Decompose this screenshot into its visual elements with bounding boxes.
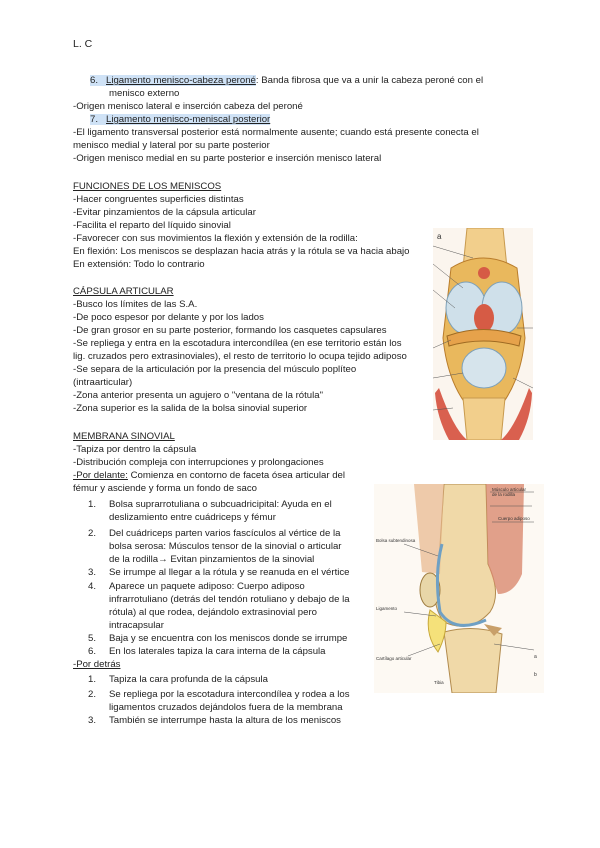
section-heading-membrana: MEMBRANA SINOVIAL [73,431,175,442]
text-line: -Zona superior es la salida de la bolsa sinovial superior [73,403,308,414]
list-item-cont: bolsa serosa: Músculos tensor de la sinovial o articular [109,541,342,552]
list-item-cont: ligamentos cruzados dejándolos fuera de la membrana [109,702,343,713]
fig-label: Cartílago articular [376,656,412,661]
list-item-cont: infrarrotuliano (detrás del tendón rotuliano y debajo de la [109,594,350,605]
text-line: -El ligamento transversal posterior está normalmente ausente; cuando está presente conecta el [73,127,479,138]
list-item-cont: de la rodilla→ Evitan pinzamientos de la sinovial [109,554,315,565]
text-line: -Zona anterior presenta un agujero o "ventana de la rótula" [73,390,324,401]
text-line: -Se repliega y entra en la escotadura intercondílea (en ese territorio están los [73,338,402,349]
por-detras: -Por detrás [73,659,121,670]
section-heading-capsula: CÁPSULA ARTICULAR [73,286,174,297]
text-line: (intraarticular) [73,377,133,388]
list-item: 5. Baja y se encuentra con los meniscos donde se irrumpe [88,633,348,644]
text-line: lig. cruzados pero extrasinoviales), el resto de territorio lo ocupa tejido adiposo [73,351,407,362]
list-item-cont: intracapsular [109,620,164,631]
list-item: 1. Tapiza la cara profunda de la cápsula [88,674,268,685]
text-line: -De gran grosor en su parte posterior, formando los casquetes capsulares [73,325,387,336]
fig-label: Tibia [434,680,444,685]
fig-label: b [534,672,537,678]
text-line: -Hacer congruentes superficies distintas [73,194,244,205]
text-line: -De poco espesor por delante y por los lados [73,312,264,323]
knee-capsule-figure [433,228,533,440]
list-item: 1. Bolsa suprarrotuliana o subcuadricipital: Ayuda en el [88,499,332,510]
list-item-cont: deslizamiento entre cuádriceps y fémur [109,512,276,523]
section-heading-funciones: FUNCIONES DE LOS MENISCOS [73,181,222,192]
fig-label: de la rodilla [492,492,516,497]
fig-label: Cuerpo adiposo [498,516,530,521]
knee-sagittal-figure [374,484,544,693]
text-line: -Facilita el reparto del líquido sinovial [73,220,231,231]
list-item: 6. En los laterales tapiza la cara interna de la cápsula [88,646,326,657]
text-line: -Evitar pinzamientos de la cápsula articular [73,207,256,218]
item-6-cont: menisco externo [109,88,180,99]
text-line: -Distribución compleja con interrupciones y prolongaciones [73,457,324,468]
list-item: 3. También se interrumpe hasta la altura de los meniscos [88,715,341,726]
por-delante: -Por delante: Comienza en contorno de faceta ósea articular del [73,470,345,481]
list-item: 3. Se irrumpe al llegar a la rótula y se reanuda en el vértice [88,567,350,578]
text-line: En extensión: Todo lo contrario [73,259,205,270]
text-line: -Tapiza por dentro la cápsula [73,444,197,455]
list-item-cont: rótula) al que rodea, dejándolo extrasinovial pero [109,607,317,618]
text-line: fémur y asciende y forma un fondo de saco [73,483,257,494]
fig-label: Músculo articular [492,487,527,492]
text-line: -Busco los límites de las S.A. [73,299,198,310]
list-item: 4. Aparece un paquete adiposo: Cuerpo adiposo [88,581,305,592]
fig-label: Ligamento [376,606,398,611]
header-initials: L. C [73,38,93,50]
item-6: 6. Ligamento menisco-cabeza peroné: Banda fibrosa que va a unir la cabeza peroné con el [90,75,484,86]
item-7: 7. Ligamento menisco-meniscal posterior [90,114,271,125]
fig-label: Bolsa subtendinosa [376,538,416,543]
list-item: 2. Del cuádriceps parten varios fascículos al vértice de la [88,528,341,539]
fig-label: a [534,654,537,660]
text-line: menisco medial y lateral por su parte posterior [73,140,270,151]
text-line: En flexión: Los meniscos se desplazan hacia atrás y la rótula se va hacia abajo [73,246,410,257]
text-line: -Favorecer con sus movimientos la flexión y extensión de la rodilla: [73,233,358,244]
figure-corner-label: a [437,232,442,241]
list-item: 2. Se repliega por la escotadura intercondílea y rodea a los [88,689,350,700]
origin-6: -Origen menisco lateral e inserción cabeza del peroné [73,101,303,112]
text-line: -Origen menisco medial en su parte posterior e inserción menisco lateral [73,153,382,164]
text-line: -Se separa de la articulación por la presencia del músculo poplíteo [73,364,357,375]
